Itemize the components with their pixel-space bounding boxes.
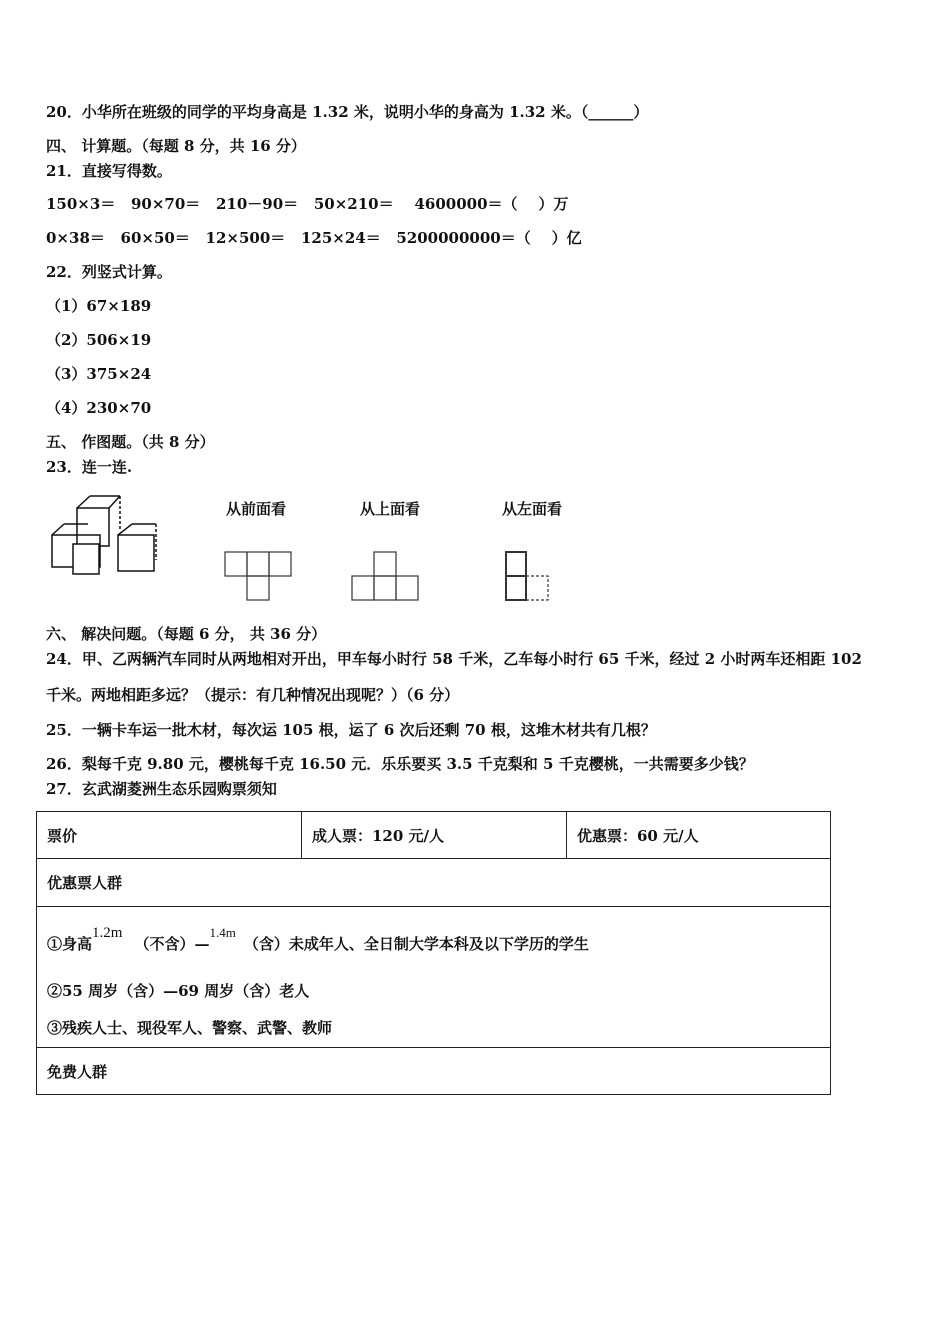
cell-discount-criteria: [37, 907, 831, 1048]
question-24-line2: 千米。两地相距多远？（提示：有几种情况出现呢？）（6 分）: [46, 686, 460, 704]
question-24-line1: 24．甲、乙两辆汽车同时从两地相对开出，甲车每小时行 58 千米，乙车每小时行 65 千米，经过 2 小时两车还相距 102: [46, 650, 862, 668]
label-top-view: 从上面看: [360, 500, 421, 518]
question-23: 23．连一连.: [46, 458, 133, 476]
section-5-heading: 五、 作图题。（共 8 分）: [46, 433, 215, 451]
question-25: 25．一辆卡车运一批木材，每次运 105 根，运了 6 次后还剩 70 根，这堆木材共有几根？: [46, 721, 656, 739]
top-view-shape: [352, 552, 418, 600]
criteria-item-2: ②55 周岁（含）—69 周岁（含）老人: [47, 981, 310, 1000]
question-21-row2: 0×38＝ 60×50＝ 12×500＝ 125×24＝ 5200000000＝（ ）亿: [46, 229, 582, 247]
item1-text-a: ①身高: [47, 934, 93, 953]
cell-discount-group: 优惠票人群: [37, 859, 831, 907]
section-4-heading: 四、 计算题。（每题 8 分，共 16 分）: [46, 137, 306, 155]
cell-free-group: 免费人群: [37, 1048, 831, 1095]
question-22: 22．列竖式计算。: [46, 263, 172, 281]
section-6-heading: 六、 解决问题。（每题 6 分， 共 36 分）: [46, 625, 327, 643]
ticket-info-table: [36, 811, 831, 1095]
cell-adult-ticket: 成人票：120 元/人: [302, 812, 567, 859]
cube-stack-drawing: [52, 496, 156, 574]
question-21: 21．直接写得数。: [46, 162, 172, 180]
question-26: 26．梨每千克 9.80 元，樱桃每千克 16.50 元．乐乐要买 3.5 千克梨和 5 千克樱桃，一共需要多少钱？: [46, 755, 754, 773]
label-front-view: 从前面看: [226, 500, 287, 518]
question-22-4: （4）230×70: [46, 399, 152, 417]
criteria-item-1: [47, 923, 820, 954]
height-max: 1.4m: [209, 924, 236, 940]
question-27: 27．玄武湖菱洲生态乐园购票须知: [46, 780, 277, 798]
question-20: 20．小华所在班级的同学的平均身高是 1.32 米，说明小华的身高为 1.32 米。（______）: [46, 103, 649, 121]
question-22-2: （2）506×19: [46, 331, 152, 349]
label-left-view: 从左面看: [502, 500, 563, 518]
cell-price: 票价: [37, 812, 302, 859]
item1-text-c: （含）未成年人、全日制大学本科及以下学历的学生: [243, 934, 589, 953]
criteria-item-3: ③残疾人士、现役军人、警察、武警、教师: [47, 1018, 333, 1037]
left-view-shape: [506, 552, 548, 600]
question-21-row1: 150×3＝ 90×70＝ 210－90＝ 50×210＝ 4600000＝（ ）万: [46, 195, 569, 213]
question-22-3: （3）375×24: [46, 365, 152, 383]
cell-discount-ticket: 优惠票：60 元/人: [567, 812, 831, 859]
front-view-shape: [225, 552, 291, 600]
height-min: 1.2m: [92, 924, 123, 941]
question-22-1: （1）67×189: [46, 297, 152, 315]
item1-text-b: （不含）—: [134, 934, 210, 953]
